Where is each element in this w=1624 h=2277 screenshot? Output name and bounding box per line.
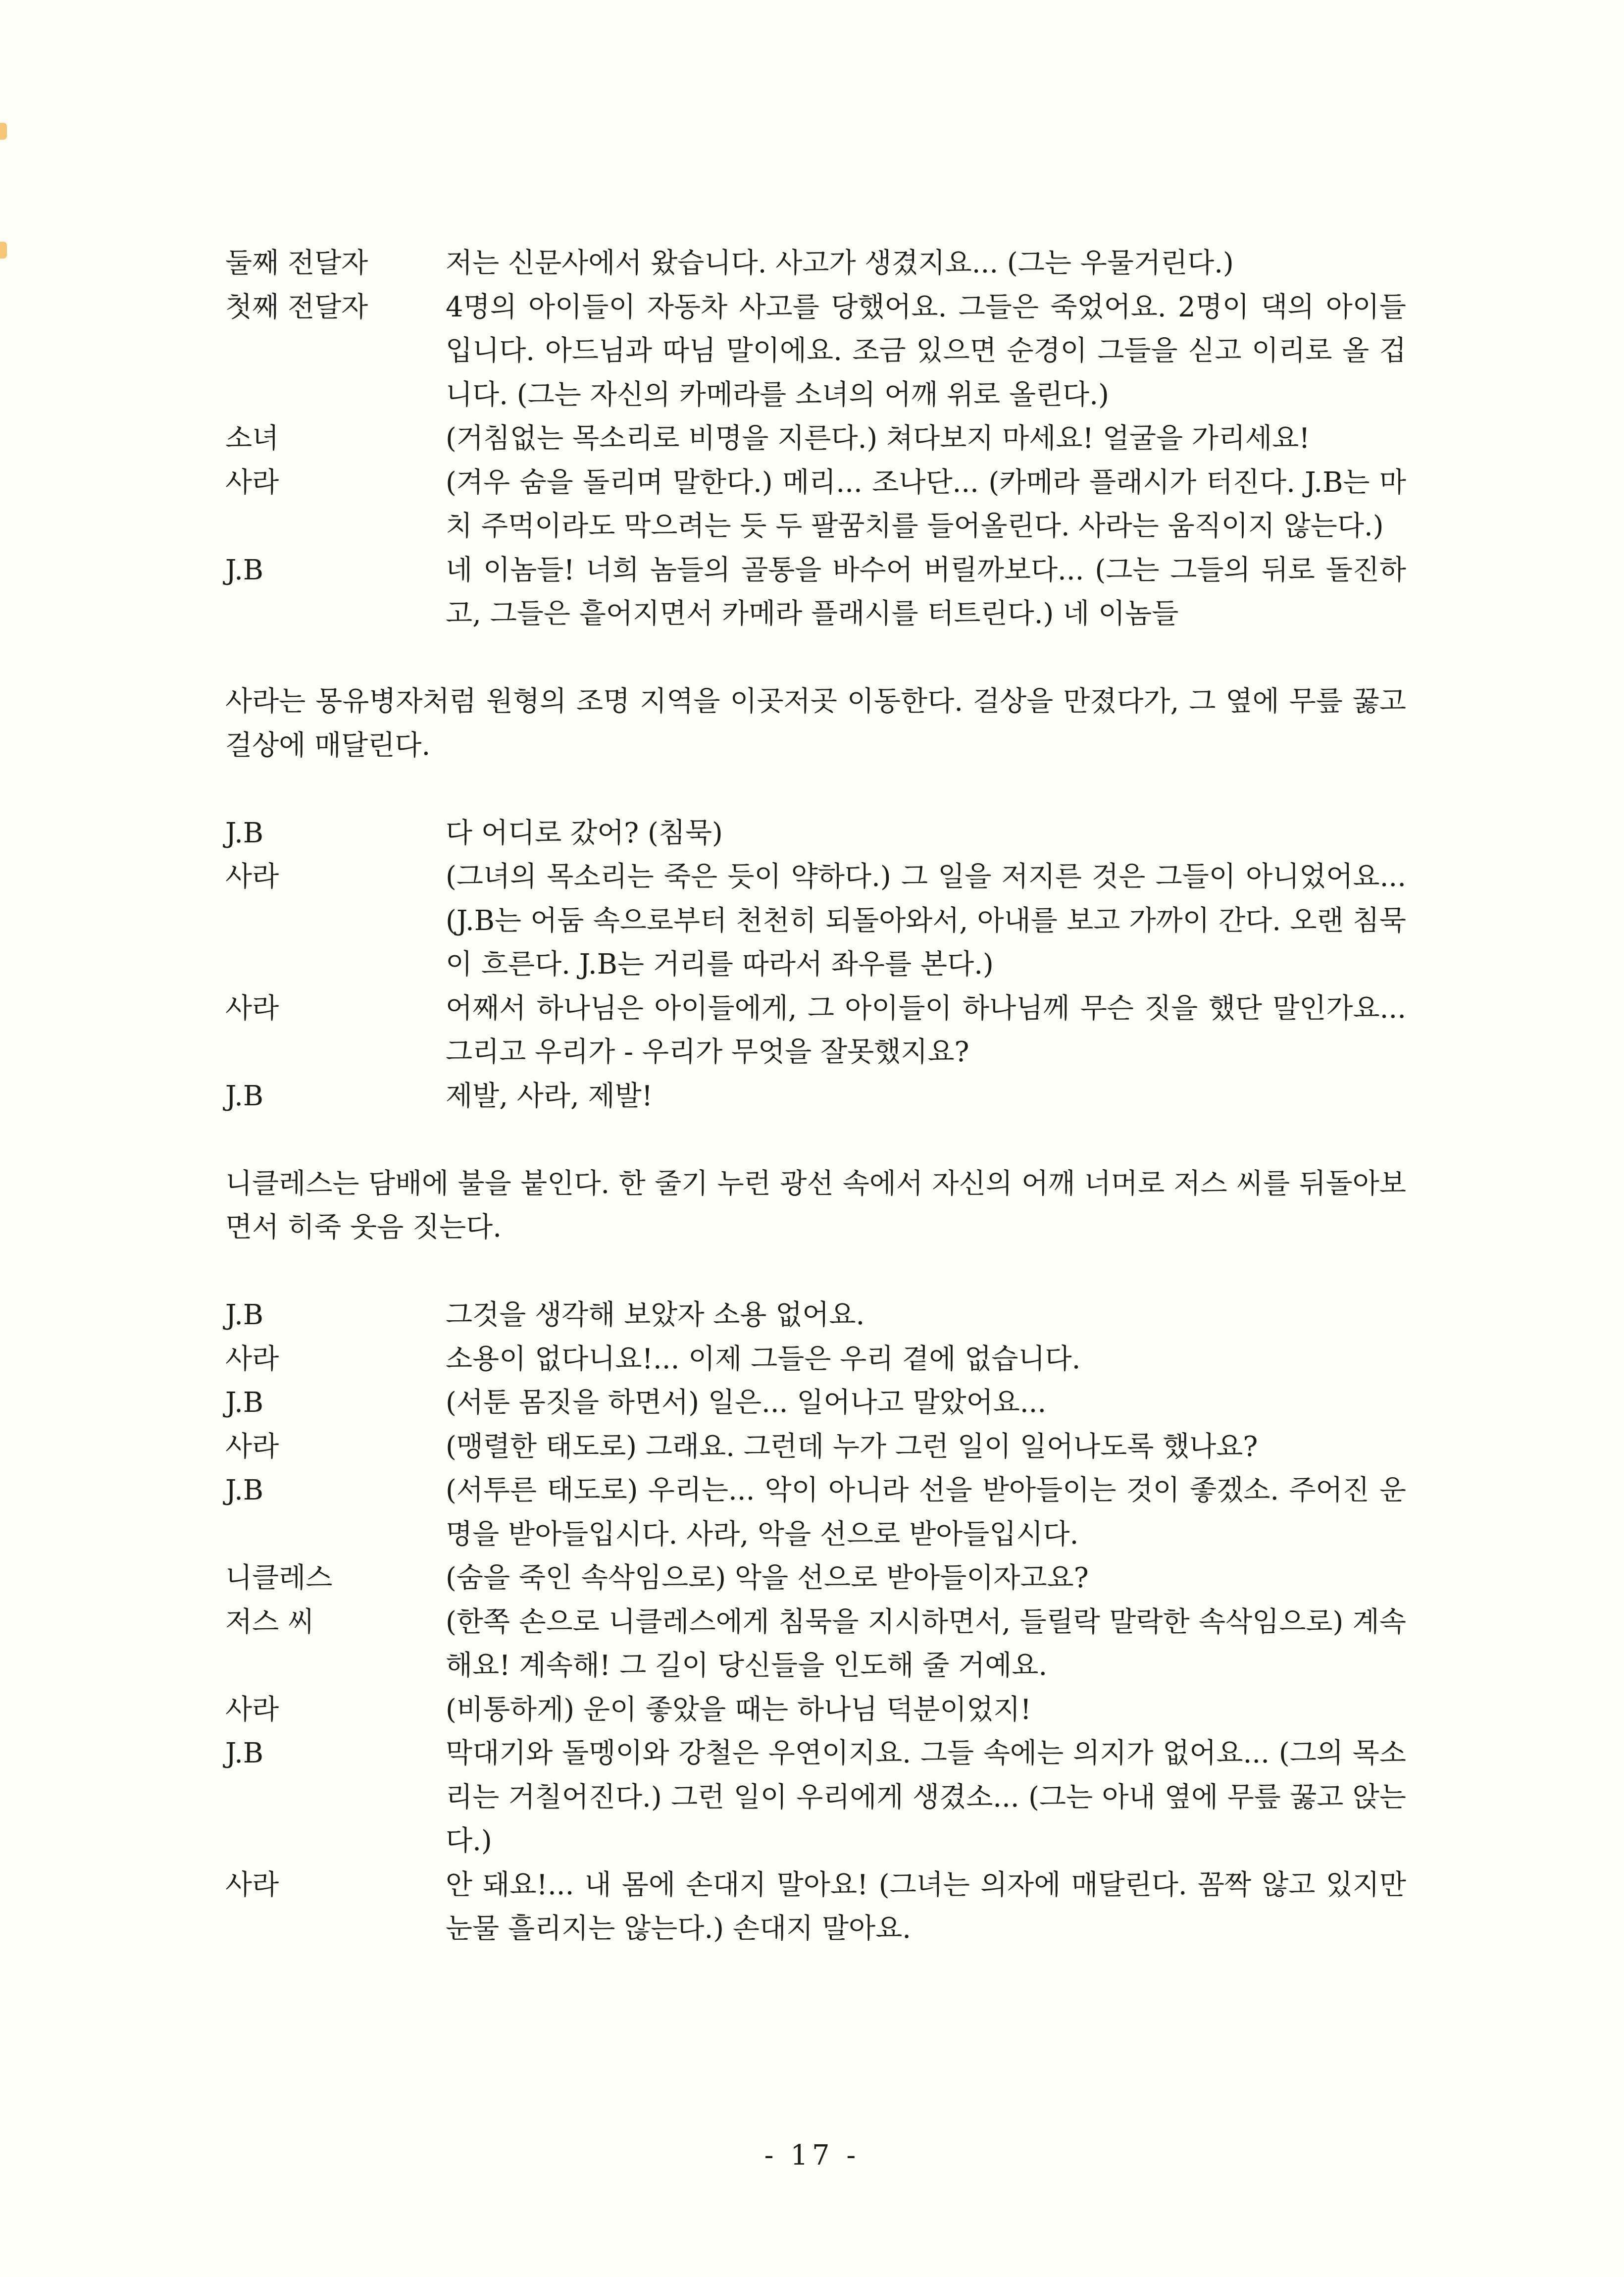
speaker-name: 사라 [225, 1430, 279, 1463]
dialogue-text: 소용이 없다니요!... 이제 그들은 우리 곁에 없습니다. [446, 1343, 1081, 1375]
dialogue-line [225, 1863, 1406, 1951]
dialogue-text: 제발, 사라, 제발! [446, 1080, 653, 1112]
dialogue-line [225, 1469, 1406, 1556]
speaker-name: J.B [225, 1299, 264, 1331]
speaker-name: J.B [225, 1737, 264, 1769]
dialogue-text: 다 어디로 갔어? (침묵) [446, 817, 723, 849]
dialogue-line [225, 1338, 1406, 1382]
speaker-name: 니클레스 [225, 1562, 333, 1594]
speaker-name: 사라 [225, 1343, 279, 1375]
dialogue-line [225, 1294, 1406, 1338]
dialogue-line [225, 987, 1406, 1075]
speaker-name: 저스 씨 [225, 1605, 315, 1638]
speaker-name: J.B [225, 1474, 264, 1506]
dialogue-text: (서툰 몸짓을 하면서) 일은... 일어나고 말았어요... [446, 1387, 1047, 1419]
speaker-name: 소녀 [225, 422, 279, 455]
dialogue-text: (거침없는 목소리로 비명을 지른다.) 쳐다보지 마세요! 얼굴을 가리세요! [446, 422, 1310, 455]
speaker-name: J.B [225, 817, 264, 849]
dialogue-line [225, 461, 1406, 549]
dialogue-text: (그녀의 목소리는 죽은 듯이 약하다.) 그 일을 저지른 것은 그들이 아니었어요... (J.B는 어둠 속으로부터 천천히 되돌아와서, 아내를 보고 가까이 간다. 오랜 침묵이 흐른다. J.B는 거리를 따라서 좌우를 본다.) [446, 861, 1406, 981]
dialogue-text: 네 이놈들! 너희 놈들의 골통을 바수어 버릴까보다... (그는 그들의 뒤로 돌진하고, 그들은 흩어지면서 카메라 플래시를 터트린다.) 네 이놈들 [446, 554, 1406, 630]
dialogue-text: 4명의 아이들이 자동차 사고를 당했어요. 그들은 죽었어요. 2명이 댁의 아이들입니다. 아드님과 따님 말이에요. 조금 있으면 순경이 그들을 싣고 이리로 올 겁니다. (그는 자신의 카메라를 소녀의 어깨 위로 올린다.) [446, 291, 1406, 411]
script-body [225, 242, 1406, 1951]
speaker-name: 사라 [225, 1868, 279, 1901]
speaker-name: 사라 [225, 992, 279, 1025]
speaker-name: 첫째 전달자 [225, 291, 368, 323]
dialogue-line [225, 1075, 1406, 1119]
dialogue-text: (비통하게) 운이 좋았을 때는 하나님 덕분이었지! [446, 1693, 1032, 1726]
dialogue-text: (맹렬한 태도로) 그래요. 그런데 누가 그런 일이 일어나도록 했나요? [446, 1430, 1258, 1463]
speaker-name: J.B [225, 1387, 264, 1419]
speaker-name: J.B [225, 1080, 264, 1112]
dialogue-line [225, 417, 1406, 461]
dialogue-block-1 [225, 242, 1406, 636]
dialogue-line [225, 1556, 1406, 1601]
spacer [225, 1250, 1406, 1294]
stage-direction: 니클레스는 담배에 불을 붙인다. 한 줄기 누런 광선 속에서 자신의 어깨 너머로 저스 씨를 뒤돌아보면서 히죽 웃음 짓는다. [225, 1167, 1406, 1243]
binder-mark-2 [0, 242, 7, 259]
speaker-name: 사라 [225, 861, 279, 893]
dialogue-line [225, 1425, 1406, 1469]
dialogue-line [225, 286, 1406, 417]
dialogue-text: 저는 신문사에서 왔습니다. 사고가 생겼지요... (그는 우물거린다.) [446, 247, 1234, 279]
dialogue-block-2 [225, 812, 1406, 1119]
dialogue-line [225, 1732, 1406, 1863]
stage-direction: 사라는 몽유병자처럼 원형의 조명 지역을 이곳저곳 이동한다. 걸상을 만졌다가, 그 옆에 무릎 꿇고 걸상에 매달린다. [225, 685, 1406, 762]
dialogue-line [225, 1688, 1406, 1732]
dialogue-text: (한쪽 손으로 니클레스에게 침묵을 지시하면서, 들릴락 말락한 속삭임으로) 계속해요! 계속해! 그 길이 당신들을 인도해 줄 거예요. [446, 1605, 1406, 1682]
dialogue-line [225, 1381, 1406, 1425]
dialogue-text: (서투른 태도로) 우리는... 악이 아니라 선을 받아들이는 것이 좋겠소. 주어진 운명을 받아들입시다. 사라, 악을 선으로 받아들입시다. [446, 1474, 1406, 1551]
spacer [225, 636, 1406, 680]
dialogue-text: 어째서 하나님은 아이들에게, 그 아이들이 하나님께 무슨 짓을 했단 말인가요... 그리고 우리가 - 우리가 무엇을 잘못했지요? [446, 992, 1406, 1068]
speaker-name: 사라 [225, 1693, 279, 1726]
dialogue-text: 안 돼요!... 내 몸에 손대지 말아요! (그녀는 의자에 매달린다. 꼼짝 않고 있지만 눈물 흘리지는 않는다.) 손대지 말아요. [446, 1868, 1406, 1945]
dialogue-text: (겨우 숨을 돌리며 말한다.) 메리... 조나단... (카메라 플래시가 터진다. J.B는 마치 주먹이라도 막으려는 듯 두 팔꿈치를 들어올린다. 사라는 움직이지 않는다.) [446, 466, 1406, 542]
spacer [225, 1118, 1406, 1162]
dialogue-line [225, 1601, 1406, 1688]
speaker-name: 사라 [225, 466, 279, 499]
spacer [225, 768, 1406, 812]
binder-mark-1 [0, 123, 7, 140]
dialogue-block-3 [225, 1294, 1406, 1951]
dialogue-line [225, 812, 1406, 856]
dialogue-text: (숨을 죽인 속삭임으로) 악을 선으로 받아들이자고요? [446, 1562, 1089, 1594]
dialogue-line [225, 855, 1406, 987]
speaker-name: 둘째 전달자 [225, 247, 368, 279]
dialogue-line [225, 242, 1406, 286]
dialogue-text: 그것을 생각해 보았자 소용 없어요. [446, 1299, 865, 1331]
dialogue-text: 막대기와 돌멩이와 강철은 우연이지요. 그들 속에는 의지가 없어요... (그의 목소리는 거칠어진다.) 그런 일이 우리에게 생겼소... (그는 아내 옆에 무릎 꿇고 앉는다.) [446, 1737, 1406, 1857]
page-number: - 17 - [764, 2139, 860, 2172]
speaker-name: J.B [225, 554, 264, 586]
dialogue-line [225, 549, 1406, 636]
